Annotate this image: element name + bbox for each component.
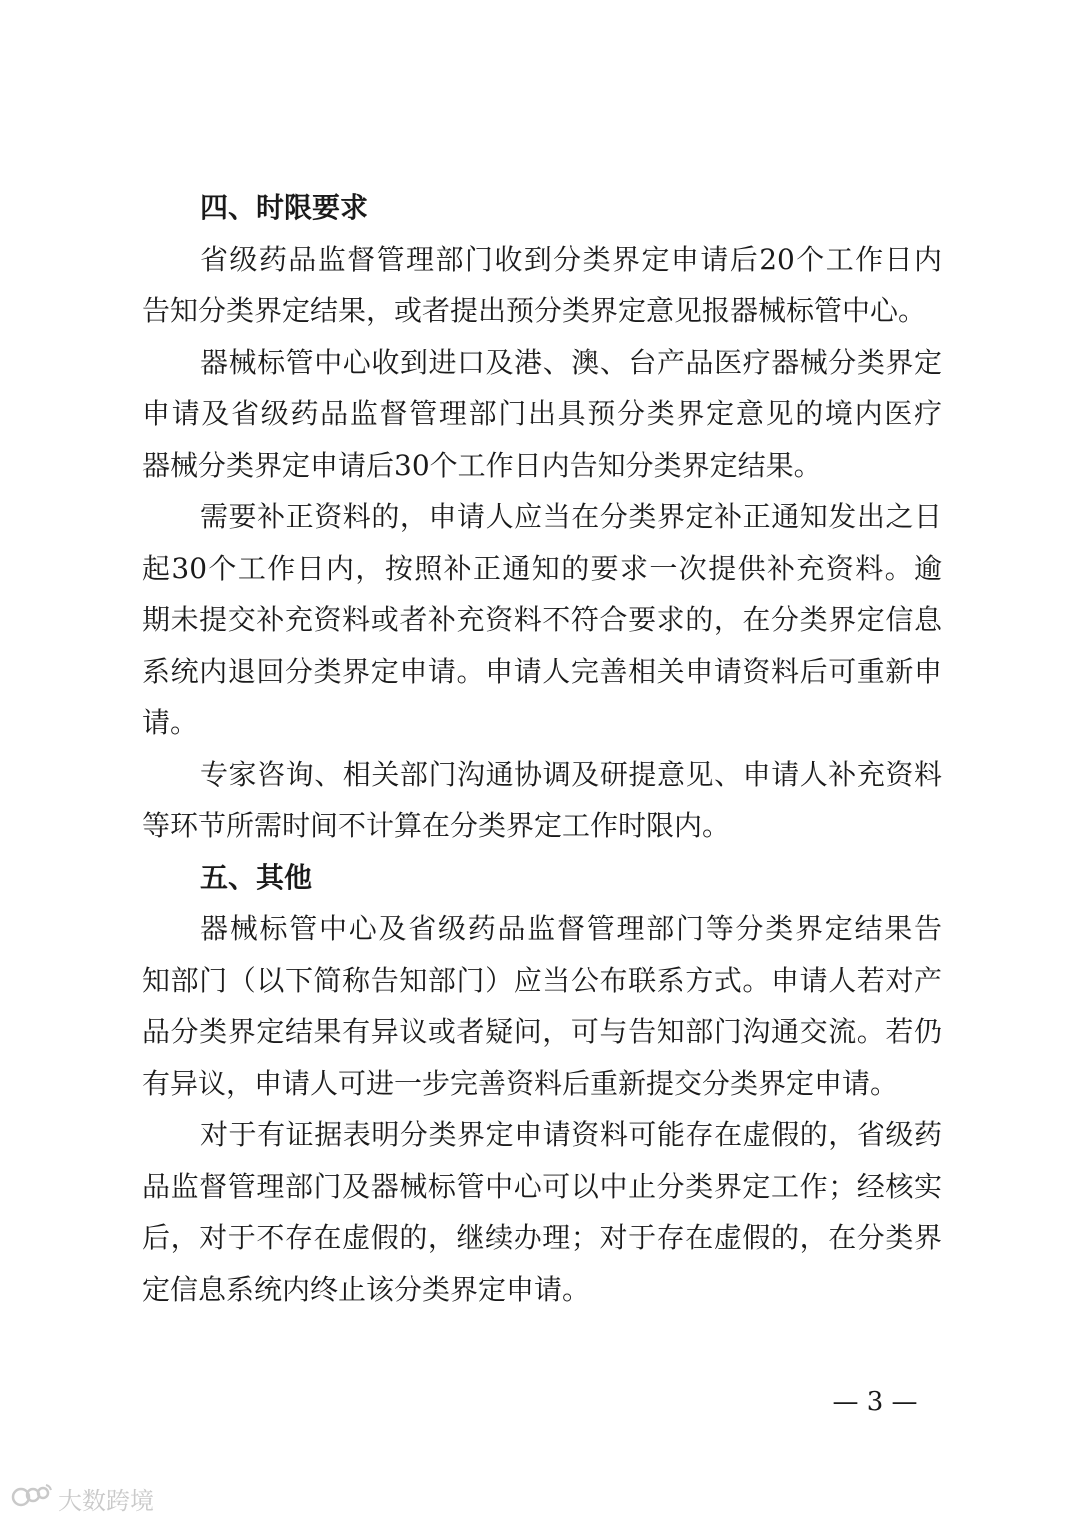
section-heading: 五、其他 (200, 860, 313, 894)
watermark-logo-icon (10, 1481, 54, 1515)
paragraph-line: 需要补正资料的，申请人应当在分类界定补正通知发出之日 (200, 500, 942, 533)
paragraph-line: 定信息系统内终止该分类界定申请。 (142, 1272, 591, 1306)
section-heading: 四、时限要求 (200, 191, 369, 224)
paragraph-line: 器械分类界定申请后30个工作日内告知分类界定结果。 (142, 448, 822, 482)
paragraph-line: 器械标管中心收到进口及港、澳、台产品医疗器械分类界定 (200, 345, 942, 379)
paragraph-line: 有异议，申请人可进一步完善资料后重新提交分类界定申请。 (142, 1066, 899, 1100)
paragraph-line: 品监督管理部门及器械标管中心可以中止分类界定工作；经核实 (142, 1169, 942, 1203)
watermark (10, 1480, 154, 1516)
paragraph-line: 系统内退回分类界定申请。申请人完善相关申请资料后可重新申 (142, 654, 942, 688)
paragraph-line: 知部门（以下简称告知部门）应当公布联系方式。申请人若对产 (142, 963, 942, 997)
paragraph-line: 后，对于不存在虚假的，继续办理；对于存在虚假的，在分类界 (142, 1221, 942, 1254)
paragraph-line: 申请及省级药品监督管理部门出具预分类界定意见的境内医疗 (142, 397, 942, 430)
paragraph-line: 告知分类界定结果，或者提出预分类界定意见报器械标管中心。 (142, 294, 927, 327)
paragraph-line: 省级药品监督管理部门收到分类界定申请后20个工作日内 (200, 242, 942, 276)
paragraph-line: 器械标管中心及省级药品监督管理部门等分类界定结果告 (200, 912, 942, 945)
paragraph-line: 专家咨询、相关部门沟通协调及研提意见、申请人补充资料 (200, 757, 942, 791)
paragraph-line: 期未提交补充资料或者补充资料不符合要求的，在分类界定信息 (142, 603, 942, 636)
paragraph-line: 等环节所需时间不计算在分类界定工作时限内。 (142, 809, 731, 842)
paragraph-line: 对于有证据表明分类界定申请资料可能存在虚假的，省级药 (200, 1118, 942, 1151)
paragraph-line: 起30个工作日内，按照补正通知的要求一次提供补充资料。逾 (142, 551, 942, 585)
page-number: — 3 — (832, 1387, 918, 1417)
watermark-text: 大数跨境 (58, 1486, 154, 1515)
paragraph-line: 请。 (142, 706, 199, 739)
paragraph-line: 品分类界定结果有异议或者疑问，可与告知部门沟通交流。若仍 (142, 1015, 942, 1048)
